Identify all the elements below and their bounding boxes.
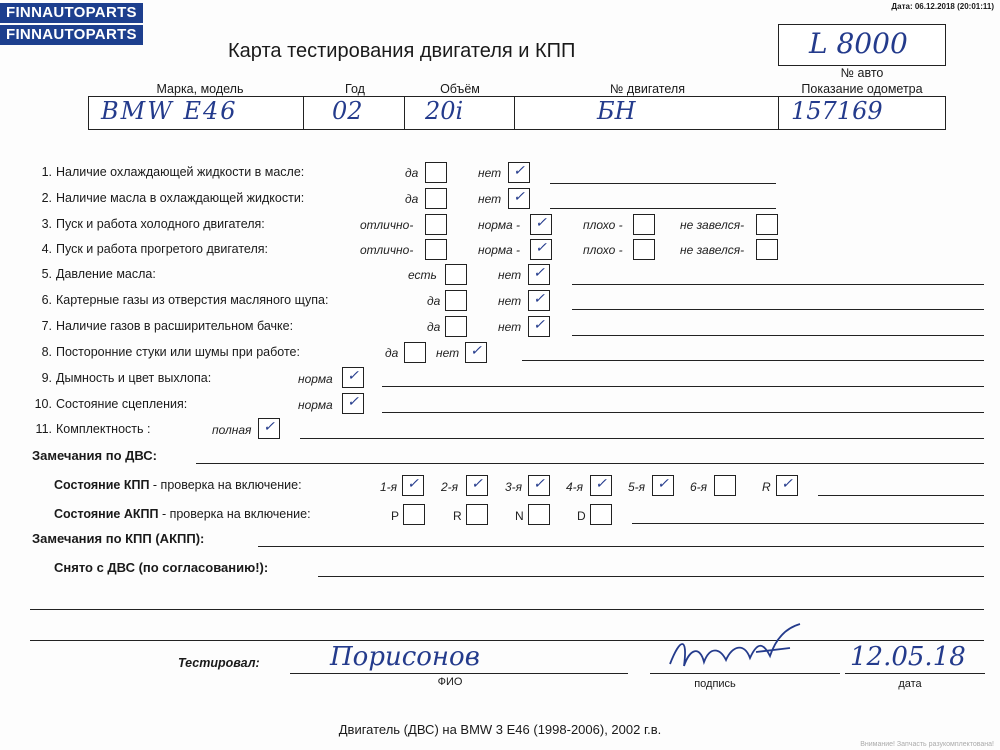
question-10: 10. Состояние сцепления: bbox=[34, 397, 188, 411]
gear-6-label: 6-я bbox=[690, 480, 708, 494]
engine-number-field bbox=[514, 96, 780, 130]
question-3: 3. Пуск и работа холодного двигателя: bbox=[41, 217, 265, 231]
volume-label: Объём bbox=[440, 82, 480, 96]
q1-yes-checkbox[interactable] bbox=[425, 162, 447, 183]
q3-no-start-checkbox[interactable] bbox=[756, 214, 778, 235]
gear-3-label: 3-я bbox=[505, 480, 523, 494]
q7-yes-checkbox[interactable] bbox=[445, 316, 467, 337]
q2-no-checkbox[interactable]: ✓ bbox=[508, 188, 530, 209]
q6-yes-checkbox[interactable] bbox=[445, 290, 467, 311]
q5-yes-checkbox[interactable] bbox=[445, 264, 467, 285]
gear-1-checkbox[interactable]: ✓ bbox=[402, 475, 424, 496]
auto-position-d-checkbox[interactable] bbox=[590, 504, 612, 525]
q7-option-yes-label: да bbox=[427, 320, 441, 334]
q2-notes-line[interactable] bbox=[550, 208, 776, 209]
tested-by-label: Тестировал: bbox=[178, 656, 260, 670]
q11-notes-line[interactable] bbox=[300, 438, 984, 439]
q3-normal-checkbox[interactable]: ✓ bbox=[530, 214, 552, 235]
q3-option-normal-label: норма - bbox=[478, 218, 521, 232]
q4-excellent-checkbox[interactable] bbox=[425, 239, 447, 260]
gear-2-checkbox[interactable]: ✓ bbox=[466, 475, 488, 496]
year-value: 02 bbox=[332, 97, 363, 125]
gear-5-label: 5-я bbox=[628, 480, 646, 494]
q6-no-checkbox[interactable]: ✓ bbox=[528, 290, 550, 311]
gear-1-label: 1-я bbox=[380, 480, 398, 494]
make-model-field bbox=[88, 96, 305, 130]
car-number-label: № авто bbox=[840, 66, 884, 80]
q3-bad-checkbox[interactable] bbox=[633, 214, 655, 235]
gear-4-checkbox[interactable]: ✓ bbox=[590, 475, 612, 496]
engine-number-label: № двигателя bbox=[610, 82, 685, 96]
volume-field bbox=[404, 96, 516, 130]
watermark: Внимание! Запчасть разукомплектована! bbox=[860, 741, 994, 748]
q2-option-no-label: нет bbox=[478, 192, 502, 206]
q4-option-bad-label: плохо - bbox=[583, 243, 623, 257]
q8-no-checkbox[interactable]: ✓ bbox=[465, 342, 487, 363]
q3-excellent-checkbox[interactable] bbox=[425, 214, 447, 235]
auto-position-p-checkbox[interactable] bbox=[403, 504, 425, 525]
make-model-label: Марка, модель bbox=[156, 82, 244, 96]
gear-reverse-label: R bbox=[762, 480, 771, 494]
engine-number-value: БН bbox=[597, 97, 636, 125]
auto-position-r-label: R bbox=[453, 509, 462, 523]
brand-logo-secondary: FINNAUTOPARTS bbox=[0, 25, 143, 45]
year-label: Год bbox=[345, 82, 365, 96]
q10-notes-line[interactable] bbox=[382, 412, 984, 413]
auto-position-n-label: N bbox=[515, 509, 524, 523]
make-model-value: BMW E46 bbox=[101, 97, 238, 125]
q5-notes-line[interactable] bbox=[572, 284, 984, 285]
page-title: Карта тестирования двигателя и КПП bbox=[228, 40, 576, 62]
question-11: 11. Комплектность : bbox=[35, 422, 151, 436]
q6-notes-line[interactable] bbox=[572, 309, 984, 310]
removed-from-engine-label: Снято с ДВС (по согласованию!): bbox=[54, 560, 269, 575]
removed-from-engine-line[interactable] bbox=[318, 576, 984, 577]
question-6: 6. Картерные газы из отверстия масляного щупа: bbox=[41, 293, 329, 307]
auto-position-d-label: D bbox=[577, 509, 586, 523]
question-4: 4. Пуск и работа прогретого двигателя: bbox=[41, 242, 268, 256]
auto-gearbox-notes-line[interactable] bbox=[632, 523, 984, 524]
q2-yes-checkbox[interactable] bbox=[425, 188, 447, 209]
gear-4-label: 4-я bbox=[566, 480, 584, 494]
odometer-value: 157169 bbox=[791, 97, 883, 125]
question-1: 1. Наличие охлаждающей жидкости в масле: bbox=[41, 165, 305, 179]
q11-complete-checkbox[interactable]: ✓ bbox=[258, 418, 280, 439]
gearbox-remarks-line[interactable] bbox=[258, 546, 984, 547]
q9-notes-line[interactable] bbox=[382, 386, 984, 387]
q1-option-no-label: нет bbox=[478, 166, 502, 180]
q7-no-checkbox[interactable]: ✓ bbox=[528, 316, 550, 337]
gear-2-label: 2-я bbox=[441, 480, 459, 494]
tester-name-caption: ФИО bbox=[437, 676, 463, 688]
date-caption: дата bbox=[898, 678, 922, 690]
question-9: 9. Дымность и цвет выхлопа: bbox=[41, 371, 212, 385]
q6-option-no-label: нет bbox=[498, 294, 522, 308]
q8-option-no-label: нет bbox=[436, 346, 460, 360]
auto-gearbox-label: Состояние АКПП - проверка на включение: bbox=[54, 507, 311, 521]
date-value: 12.05.18 bbox=[850, 642, 966, 672]
gear-3-checkbox[interactable]: ✓ bbox=[528, 475, 550, 496]
q3-option-excellent-label: отлично- bbox=[360, 218, 414, 232]
signature-drawing bbox=[660, 618, 810, 678]
gear-6-checkbox[interactable] bbox=[714, 475, 736, 496]
q9-option-normal-label: норма bbox=[298, 372, 333, 386]
volume-value: 20i bbox=[425, 97, 464, 125]
car-number-value: L 8000 bbox=[809, 27, 908, 60]
q8-notes-line[interactable] bbox=[522, 360, 984, 361]
gear-reverse-checkbox[interactable]: ✓ bbox=[776, 475, 798, 496]
date-line[interactable] bbox=[845, 673, 985, 674]
extra-line-2[interactable] bbox=[30, 640, 984, 641]
q4-normal-checkbox[interactable]: ✓ bbox=[530, 239, 552, 260]
year-field bbox=[303, 96, 406, 130]
q6-option-yes-label: да bbox=[427, 294, 441, 308]
car-number-box bbox=[778, 24, 946, 66]
extra-line-1[interactable] bbox=[30, 609, 984, 610]
gearbox-notes-line[interactable] bbox=[818, 495, 984, 496]
q10-normal-checkbox[interactable]: ✓ bbox=[342, 393, 364, 414]
engine-remarks-line[interactable] bbox=[196, 463, 984, 464]
question-7: 7. Наличие газов в расширительном бачке: bbox=[41, 319, 294, 333]
q2-option-yes-label: да bbox=[405, 192, 419, 206]
q9-normal-checkbox[interactable]: ✓ bbox=[342, 367, 364, 388]
auto-position-n-checkbox[interactable] bbox=[528, 504, 550, 525]
q4-option-no-start-label: не завелся- bbox=[680, 243, 745, 257]
odometer-label: Показание одометра bbox=[801, 82, 923, 96]
gear-5-checkbox[interactable]: ✓ bbox=[652, 475, 674, 496]
q1-option-yes-label: да bbox=[405, 166, 419, 180]
q3-option-bad-label: плохо - bbox=[583, 218, 623, 232]
q1-no-checkbox[interactable]: ✓ bbox=[508, 162, 530, 183]
q4-bad-checkbox[interactable] bbox=[633, 239, 655, 260]
q1-notes-line[interactable] bbox=[550, 183, 776, 184]
date-stamp: Дата: 06.12.2018 (20:01:11) bbox=[891, 2, 994, 11]
odometer-field bbox=[778, 96, 946, 130]
tester-name-value: Порисонов bbox=[330, 642, 480, 672]
q11-option-complete-label: полная bbox=[212, 423, 252, 437]
q4-option-normal-label: норма - bbox=[478, 243, 521, 257]
q7-notes-line[interactable] bbox=[572, 335, 984, 336]
q5-option-no-label: нет bbox=[498, 268, 522, 282]
brand-logo: FINNAUTOPARTS bbox=[0, 3, 143, 23]
question-2: 2. Наличие масла в охлаждающей жидкости: bbox=[41, 191, 305, 205]
q7-option-no-label: нет bbox=[498, 320, 522, 334]
q3-option-no-start-label: не завелся- bbox=[680, 218, 745, 232]
tester-name-line[interactable] bbox=[290, 673, 628, 674]
question-5: 5. Давление масла: bbox=[41, 267, 156, 281]
question-8: 8. Посторонние стуки или шумы при работе: bbox=[41, 345, 300, 359]
q10-option-normal-label: норма bbox=[298, 398, 333, 412]
q5-no-checkbox[interactable]: ✓ bbox=[528, 264, 550, 285]
q4-no-start-checkbox[interactable] bbox=[756, 239, 778, 260]
footer-caption: Двигатель (ДВС) на BMW 3 E46 (1998-2006), 2002 г.в. bbox=[338, 722, 662, 737]
gearbox-label: Состояние КПП - проверка на включение: bbox=[54, 478, 302, 492]
signature-caption: подпись bbox=[694, 678, 736, 690]
signature-line[interactable] bbox=[650, 673, 840, 674]
auto-position-p-label: P bbox=[391, 509, 400, 523]
q4-option-excellent-label: отлично- bbox=[360, 243, 414, 257]
engine-remarks-label: Замечания по ДВС: bbox=[32, 448, 157, 463]
q8-option-yes-label: да bbox=[385, 346, 399, 360]
q8-yes-checkbox[interactable] bbox=[404, 342, 426, 363]
auto-position-r-checkbox[interactable] bbox=[466, 504, 488, 525]
q5-option-yes-label: есть bbox=[408, 268, 437, 282]
gearbox-remarks-label: Замечания по КПП (АКПП): bbox=[32, 531, 205, 546]
